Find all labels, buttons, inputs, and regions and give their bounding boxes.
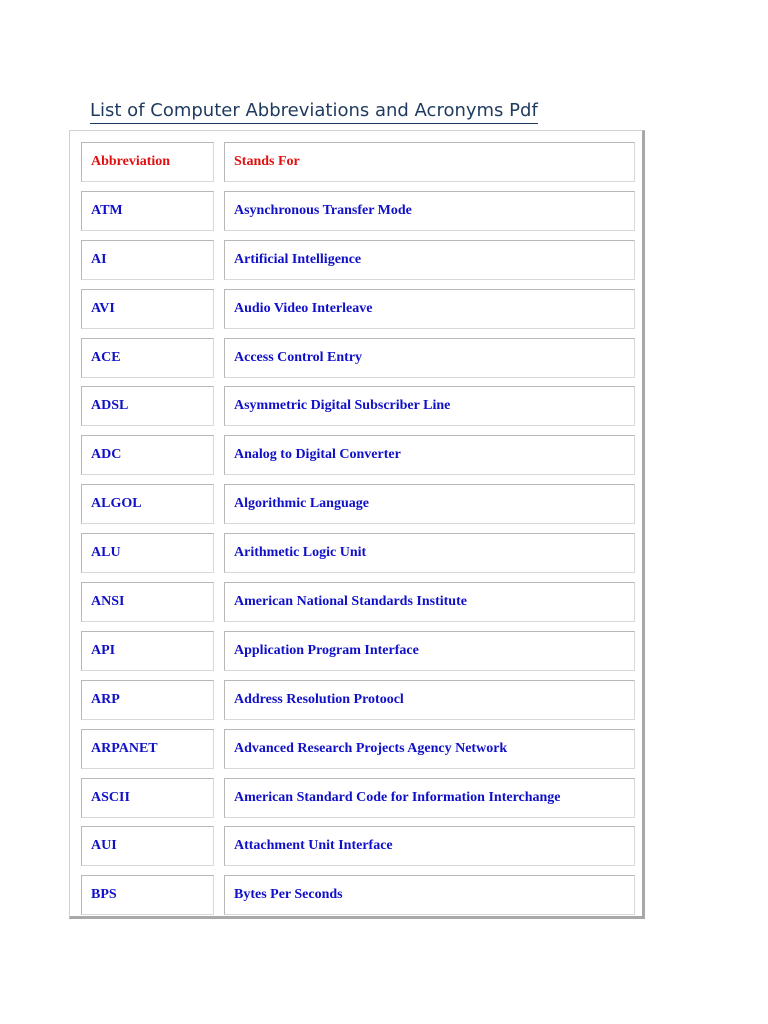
abbreviation-cell: ASCII bbox=[81, 778, 214, 818]
table-row bbox=[81, 386, 637, 426]
abbreviation-cell: AVI bbox=[81, 289, 214, 329]
abbreviation-cell: ARP bbox=[81, 680, 214, 720]
table-row bbox=[81, 338, 637, 378]
abbreviation-cell: ALU bbox=[81, 533, 214, 573]
table-header-row bbox=[81, 142, 637, 182]
stands-for-cell: Audio Video Interleave bbox=[224, 289, 635, 329]
abbreviation-cell: ACE bbox=[81, 338, 214, 378]
table-row bbox=[81, 533, 637, 573]
stands-for-cell: Asynchronous Transfer Mode bbox=[224, 191, 635, 231]
stands-for-cell: Artificial Intelligence bbox=[224, 240, 635, 280]
table-row bbox=[81, 778, 637, 818]
abbreviation-cell: ADSL bbox=[81, 386, 214, 426]
page-title: List of Computer Abbreviations and Acronyms Pdf bbox=[90, 99, 538, 124]
table-row bbox=[81, 631, 637, 671]
abbreviation-cell: AUI bbox=[81, 826, 214, 866]
abbreviation-cell: ADC bbox=[81, 435, 214, 475]
abbreviation-cell: BPS bbox=[81, 875, 214, 915]
table-row bbox=[81, 582, 637, 622]
stands-for-cell: American Standard Code for Information Interchange bbox=[224, 778, 635, 818]
stands-for-cell: Analog to Digital Converter bbox=[224, 435, 635, 475]
stands-for-cell: Bytes Per Seconds bbox=[224, 875, 635, 915]
stands-for-cell: Arithmetic Logic Unit bbox=[224, 533, 635, 573]
table-row bbox=[81, 289, 637, 329]
stands-for-cell: Access Control Entry bbox=[224, 338, 635, 378]
stands-for-cell: American National Standards Institute bbox=[224, 582, 635, 622]
table-rows bbox=[81, 142, 637, 924]
stands-for-cell: Attachment Unit Interface bbox=[224, 826, 635, 866]
header-abbreviation: Abbreviation bbox=[81, 142, 214, 182]
table-row bbox=[81, 680, 637, 720]
table-row bbox=[81, 435, 637, 475]
abbreviation-cell: AI bbox=[81, 240, 214, 280]
stands-for-cell: Advanced Research Projects Agency Network bbox=[224, 729, 635, 769]
abbreviations-table bbox=[69, 130, 645, 919]
table-row bbox=[81, 875, 637, 915]
abbreviation-cell: ARPANET bbox=[81, 729, 214, 769]
abbreviation-cell: ANSI bbox=[81, 582, 214, 622]
table-row bbox=[81, 826, 637, 866]
table-row bbox=[81, 191, 637, 231]
header-stands-for: Stands For bbox=[224, 142, 635, 182]
stands-for-cell: Asymmetric Digital Subscriber Line bbox=[224, 386, 635, 426]
table-row bbox=[81, 729, 637, 769]
table-row bbox=[81, 240, 637, 280]
abbreviation-cell: ATM bbox=[81, 191, 214, 231]
stands-for-cell: Algorithmic Language bbox=[224, 484, 635, 524]
stands-for-cell: Address Resolution Protoocl bbox=[224, 680, 635, 720]
abbreviation-cell: ALGOL bbox=[81, 484, 214, 524]
abbreviation-cell: API bbox=[81, 631, 214, 671]
table-row bbox=[81, 484, 637, 524]
stands-for-cell: Application Program Interface bbox=[224, 631, 635, 671]
